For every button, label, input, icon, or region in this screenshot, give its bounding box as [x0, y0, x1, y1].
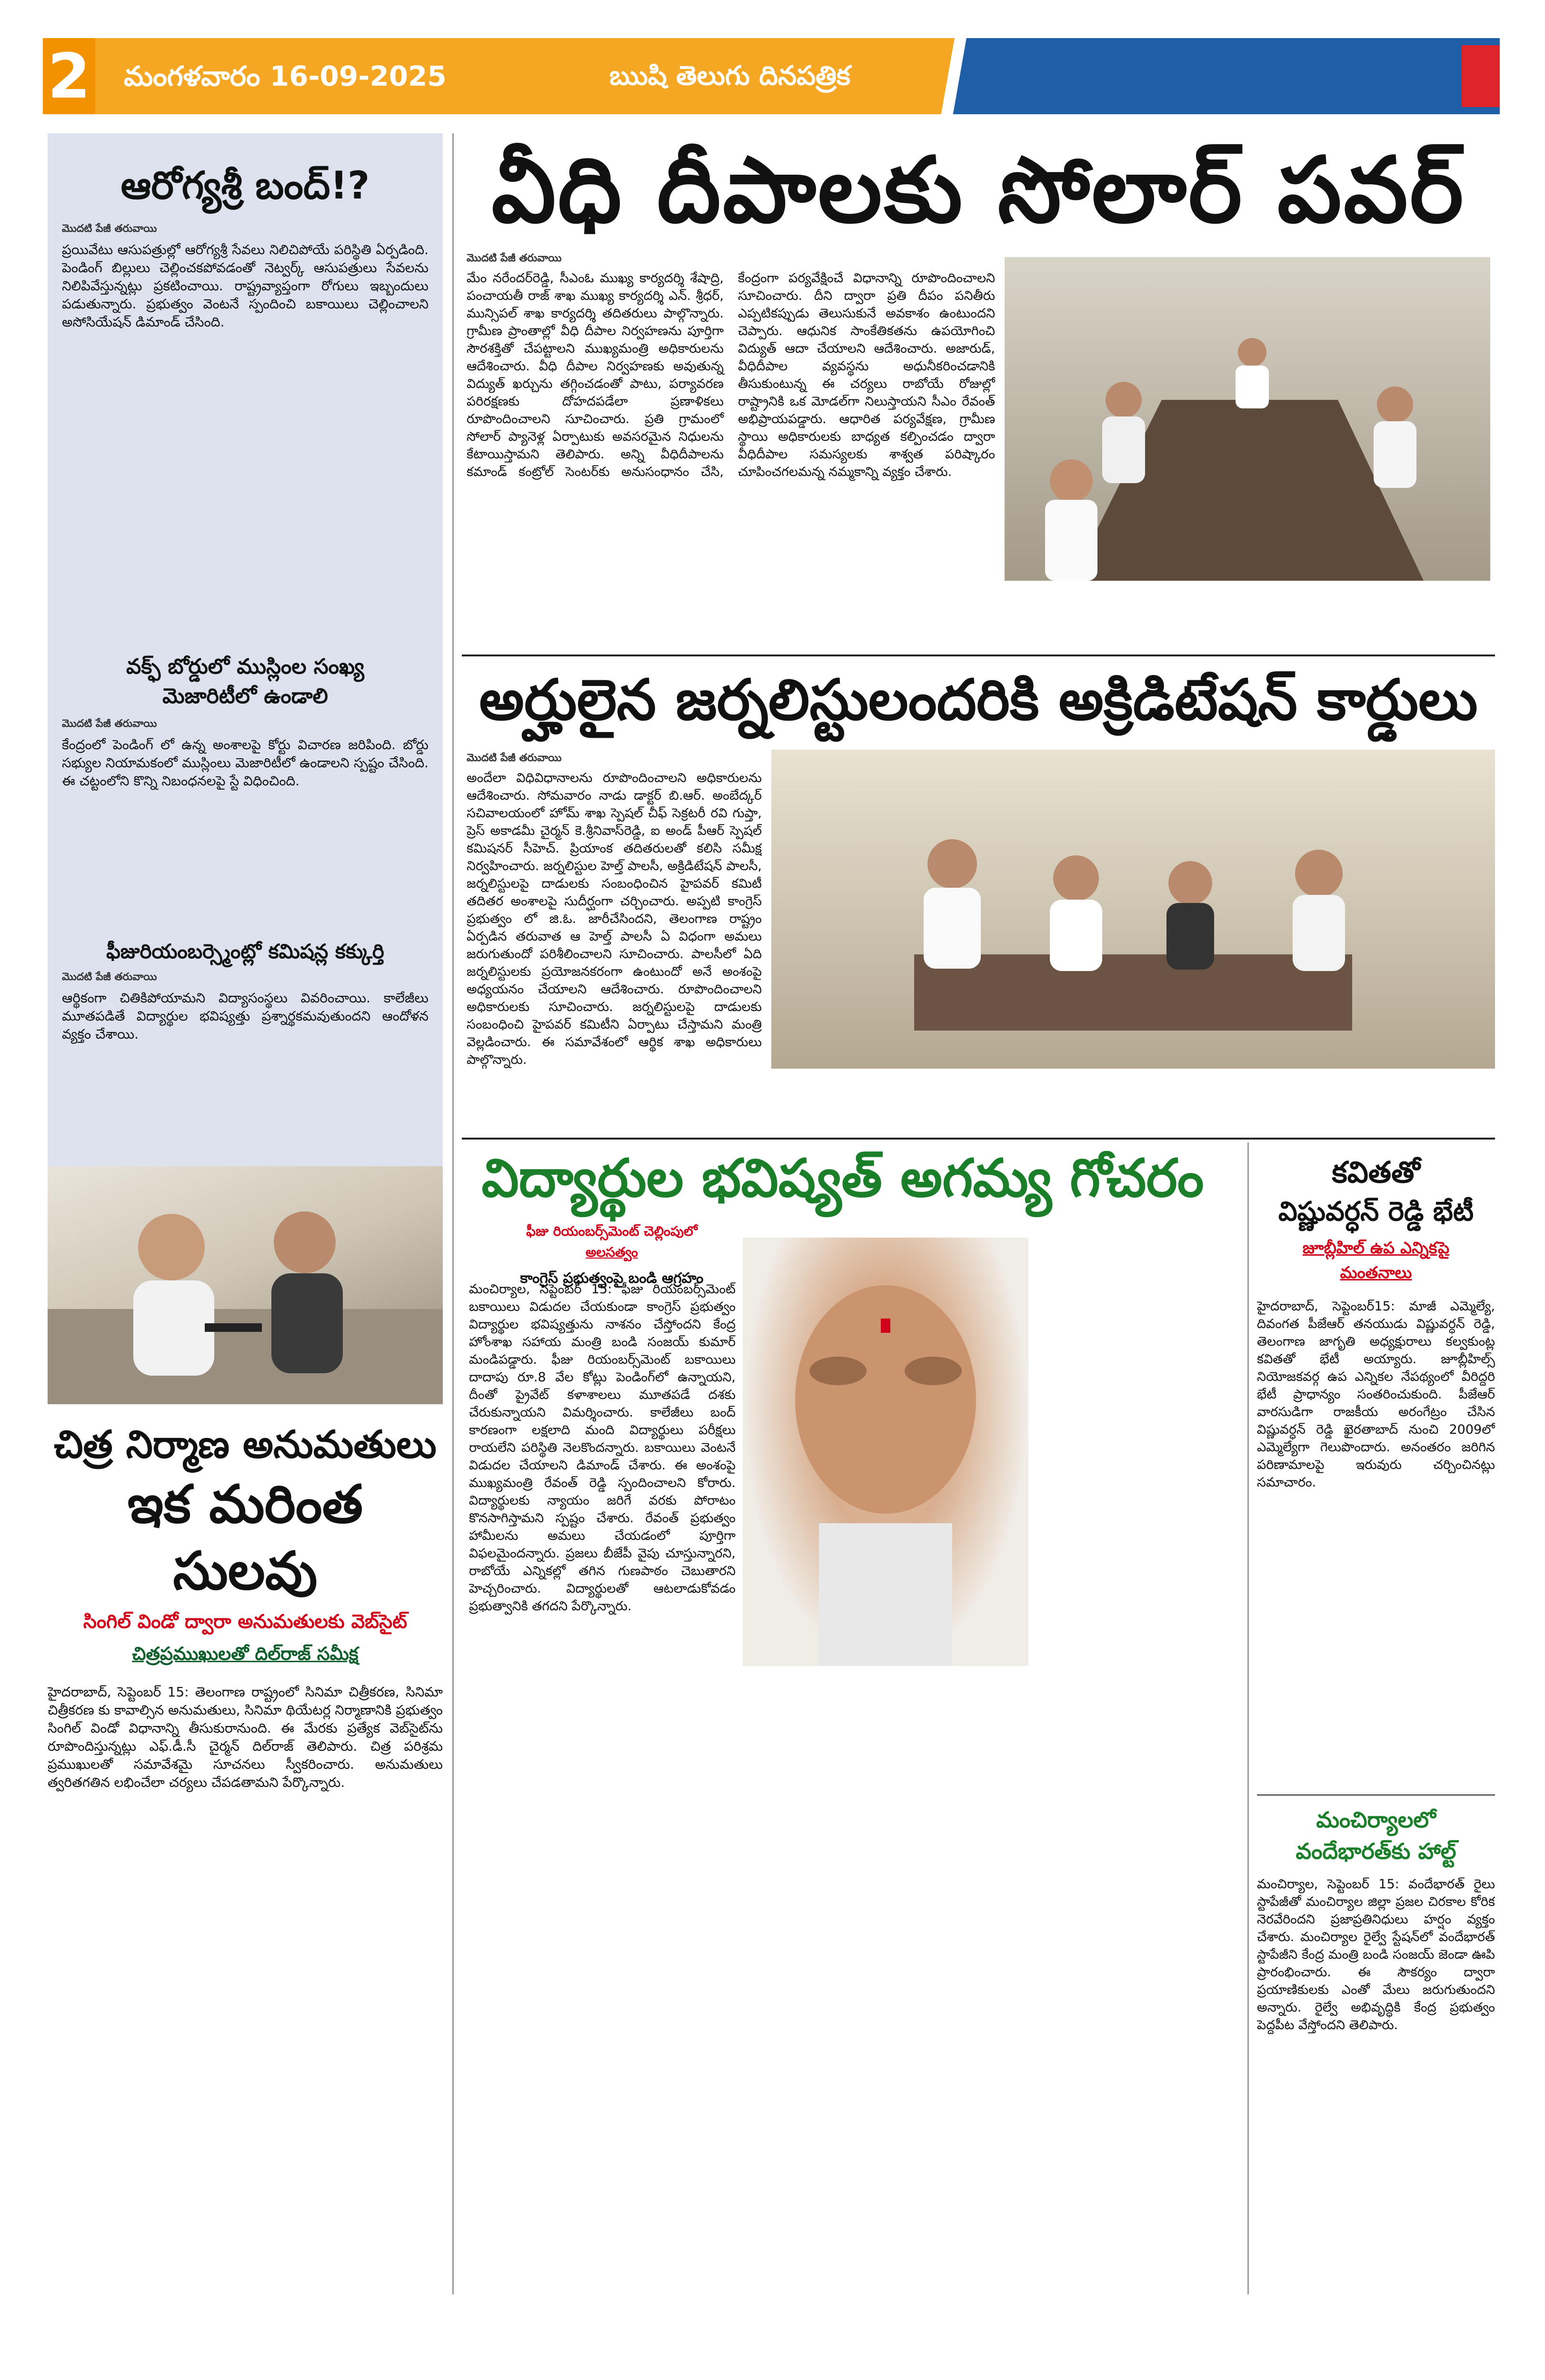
story-subhead: ఫీజు రియంబర్స్‌మెంట్ చెల్లింపులో [526, 1223, 698, 1239]
journalists-meeting-photo [771, 750, 1495, 1069]
story-subhead: అలసత్వం [586, 1244, 638, 1260]
story-byline: మెుదటి పేజీ తరువాయి [62, 718, 157, 730]
story-headline: చిత్ర నిర్మాణ అనుమతులు [54, 1422, 437, 1467]
story-body: అందేలా విధివిధానాలను రూపొందించాలని అధికారులను ఆదేశించారు. సోమవారం నాడు డాక్టర్ బి.ఆర్. అంబేద్కర్ సచివాలయంలో హోమ్ శాఖ స్పెషల్ చీఫ్ సెక్రటరీ రవి గుప్తా, ప్రెస్ అకాడమీ చైర్మన్ కె.శ్రీనివాస్‌రెడ్డి, ఐ అండ్ పీఆర్ స్పెషల్ కమిషనర్ సీహెచ్. ప్రియాంక తదితరులతో కలిసి సమీక్ష నిర్వహించారు. జర్నలిస్టుల హెల్త్ పాలసీ, అక్రిడిటేషన్ పాలసీ, జర్నలిస్టులపై దాడులకు సంబంధించిన హైపవర్ కమిటీ తదితర అంశాలపై సుదీర్ఘంగా చర్చించారు. అప్పటి కాంగ్రెస్ ప్రభుత్వం లో జి.ఓ. జారీచేసిందని, తెలంగాణ రాష్ట్రం ఏర్పడిన తరువాత ఆ హెల్త్ పాలసీ ఏ విధంగా అమలు జరుగుతుందో పరిశీలించాలని సూచించారు. పాలసీలో ఏది జర్నలిస్టులకు ప్రయోజనకరంగా ఉంటుందో అనే అంశంపై అధ్యయనం చేయాలని ఆదేశించారు. రూపొందించాలని అధికారులకు సూచించారు. జర్నలిస్టులపై దాడులకు సంబంధించి హైపవర్ కమిటీని ఏర్పాటు చేస్తామని మంత్రి వెల్లడించారు. ఈ సమావేశంలో ఆర్థిక శాఖ అధికారులు పాల్గొన్నారు. [467, 771, 762, 1067]
story-body: ఆర్థికంగా చితికిపోయామని విద్యాసంస్థలు వివరించాయి. కాలేజీలు మూతపడితే విద్యార్థుల భవిష్యత్తు ప్రశ్నార్థకమవుతుందని ఆందోళన వ్యక్తం చేశాయి. [62, 990, 429, 1042]
story-body: హైదరాబాద్, సెప్టెంబర్ 15: తెలంగాణ రాష్ట్రంలో సినిమా చిత్రీకరణ, సినిమా చిత్రీకరణ కు కావాల్సిన అనుమతులు, సినిమా థియేటర్ల నిర్మాణానికి ప్రభుత్వం సింగిల్ విండో విధానాన్ని తీసుకురానుంది. ఈ మేరకు ప్రత్యేక వెబ్‌సైట్‌ను రూపొందిస్తున్నట్లు ఎఫ్.డీ.సీ చైర్మన్ దిల్‌రాజ్ తెలిపారు. చిత్ర పరిశ్రమ ప్రముఖులతో సమావేశమై సూచనలు స్వీకరించారు. అనుమతులు త్వరితగతిన లభించేలా చర్యలు చేపడతామని పేర్కొన్నారు. [48, 1684, 443, 1790]
story-byline: మెుదటి పేజీ తరువాయి [467, 252, 562, 264]
story-subhead: సింగిల్ విండో ద్వారా అనుమతులకు వెబ్‌సైట్ [83, 1611, 408, 1633]
story-headline: మెజారిటీలో ఉండాలి [162, 684, 328, 708]
story-subhead: మంతనాలు [1340, 1263, 1412, 1282]
story-headline: ఆరోగ్యశ్రీ బంద్!? [120, 163, 370, 208]
header-flag [1462, 45, 1500, 107]
story-headline: వీధి దీపాలకు సోలార్ పవర్ [491, 138, 1465, 243]
story-body: మంచిర్యాల, సెప్టెంబర్ 15: ఫీజు రియంబర్స్‌మెంట్ బకాయిలు విడుదల చేయకుండా కాంగ్రెస్ ప్రభుత్వం విద్యార్థుల భవిష్యత్తును నాశనం చేస్తోందని కేంద్ర హోంశాఖ సహాయ మంత్రి బండి సంజయ్ కుమార్ మండిపడ్డారు. ఫీజు రియంబర్స్‌మెంట్ బకాయిలు దాదాపు రూ.8 వేల కోట్లు పెండింగ్‌లో ఉన్నాయని, దీంతో ప్రైవేట్ కళాశాలలు మూతపడే దశకు చేరుకున్నాయని విమర్శించారు. కాలేజీలు బంద్ కారణంగా లక్షలాది మంది విద్యార్థులు పరీక్షలు రాయలేని పరిస్థితి నెలకొందన్నారు. బకాయిలు వెంటనే విడుదల చేయాలని డిమాండ్ చేశారు. ఈ అంశంపై ముఖ్యమంత్రి రేవంత్ రెడ్డి స్పందించాలని కోరారు. విద్యార్థులకు న్యాయం జరిగే వరకు పోరాటం కొనసాగిస్తామని స్పష్టం చేశారు. రేవంత్ ప్రభుత్వం హామీలను అమలు చేయడంలో పూర్తిగా విఫలమైందన్నారు. ప్రజలు బీజేపీ వైపు చూస్తున్నారని, రాబోయే ఎన్నికల్లో తగిన గుణపాఠం చెబుతారని హెచ్చరించారు. విద్యార్థులతో ఆటలాడుకోవడం ప్రభుత్వానికి తగదని పేర్కొన్నారు. [469, 1282, 736, 1614]
story-subhead: కాంగ్రెస్ ప్రభుత్వంపై బండి ఆగ్రహం [520, 1270, 704, 1287]
page-number: 2 [43, 38, 95, 114]
section-rule [462, 654, 1495, 656]
story-fee-commission [62, 938, 429, 1156]
story-subhead: చిత్రప్రముఖులతో దిల్‌రాజ్ సమీక్ష [132, 1643, 359, 1664]
story-aarogyasri [62, 162, 429, 641]
story-byline: మెుదటి పేజీ తరువాయి [62, 223, 157, 235]
story-body: ప్రయివేటు ఆసుపత్రుల్లో ఆరోగ్యశ్రీ సేవలు నిలిచిపోయే పరిస్థితి ఏర్పడింది. పెండింగ్ బిల్లులు చెల్లించకపోవడంతో నెట్వర్క్ ఆసుపత్రులు సేవలను నిలిపివేస్తున్నట్లు ప్రకటించాయి. రాష్ట్రవ్యాప్తంగా రోగులు ఇబ్బందులు పడుతున్నారు. ప్రభుత్వం వెంటనే స్పందించి బకాయిలు చెల్లించాలని అసోసియేషన్ డిమాండ్ చేసింది. [62, 242, 429, 330]
story-vande-bharat [1257, 1804, 1495, 2285]
paper-name: ఋషి తెలుగు దినపత్రిక [595, 38, 919, 114]
story-solar [462, 138, 1495, 243]
meeting-photo-illustration [771, 750, 1495, 1069]
solar-body-box [467, 252, 995, 660]
story-body: మంచిర్యాల, సెప్టెంబర్ 15: వందేభారత్ రైలు స్టాపేజీతో మంచిర్యాల జిల్లా ప్రజల చిరకాల కోరిక నెరవేరిందని ప్రజాప్రతినిధులు హర్షం వ్యక్తం చేశారు. మంచిర్యాల రైల్వే స్టేషన్‌లో వందేభారత్ స్టాపేజీని కేంద్ర మంత్రి బండి సంజయ్ జెండా ఊపి ప్రారంభించారు. ఈ సౌకర్యం ద్వారా ప్రయాణికులకు ఎంతో మేలు జరుగుతుందని అన్నారు. రైల్వే అభివృద్ధికి కేంద్ర ప్రభుత్వం పెద్దపీట వేస్తోందని తెలిపారు. [1257, 1877, 1495, 2033]
students-body-box [469, 1280, 736, 2280]
solar-meeting-photo [1005, 257, 1490, 581]
column-divider [1247, 1142, 1249, 2294]
story-body: మేం నరేందర్‌రెడ్డి, సీఎంఓ ముఖ్య కార్యదర్శి శేషాద్రి, పంచాయతీ రాజ్ శాఖ ముఖ్య కార్యదర్శి ఎన్. శ్రీధర్, మున్సిపల్ శాఖ కార్యదర్శి తదితరులు పాల్గొన్నారు. గ్రామీణ ప్రాంతాల్లో వీధి దీపాల నిర్వహణను పూర్తిగా సౌరశక్తితో చేపట్టాలని ముఖ్యమంత్రి అధికారులను ఆదేశించారు. వీధి దీపాల నిర్వహణకు అవుతున్న విద్యుత్ ఖర్చును తగ్గించడంతో పాటు, పర్యావరణ పరిరక్షణకు దోహదపడేలా ప్రణాళికలు రూపొందించాలని సూచించారు. ప్రతి గ్రామంలో సోలార్ ప్యానెళ్ల ఏర్పాటుకు అవసరమైన నిధులను కేటాయిస్తామని తెలిపారు. అన్ని వీధిదీపాలను కమాండ్ కంట్రోల్ సెంటర్‌కు అనుసంధానం చేసి, కేంద్రంగా పర్యవేక్షించే విధానాన్ని రూపొందించాలని సూచించారు. దీని ద్వారా ప్రతి దీపం పనితీరు ఎప్పటికప్పుడు తెలుసుకునే అవకాశం ఉంటుందని చెప్పారు. ఆధునిక సాంకేతికతను ఉపయోగించి విద్యుత్ ఆదా చేయాలని ఆదేశించారు. అజారుడ్, వీధిదీపాల వ్యవస్థను అధునీకరించడానికి తీసుకుంటున్న ఈ చర్యలు రాబోయే రోజుల్లో రాష్ట్రానికి ఒక మోడల్‌గా నిలుస్తాయని సీఎం రేవంత్ అభిప్రాయపడ్డారు. ఆధారిత పర్యవేక్షణ, గ్రామీణ స్థాయి అధికారులకు బాధ్యత కల్పించడం ద్వారా వీధిదీపాల సమస్యలకు శాశ్వత పరిష్కారం చూపించగలమన్న నమ్మకాన్ని వ్యక్తం చేశారు. [467, 271, 995, 479]
story-headline: వందేభారత్‌కు హాల్ట్ [1296, 1838, 1456, 1864]
portrait-illustration [743, 1238, 1028, 1666]
story-journalists [462, 662, 1495, 738]
story-kavitha [1257, 1152, 1495, 1783]
story-body: హైదరాబాద్, సెప్టెంబర్15: మాజీ ఎమ్మెల్యే, దివంగత పీజేఆర్ తనయుడు విష్ణువర్ధన్ రెడ్డి, తెలంగాణ జాగృతి అధ్యక్షురాలు కల్వకుంట్ల కవితతో భేటీ అయ్యారు. జూబ్లీహిల్స్ నియోజకవర్గ ఉప ఎన్నికల నేపథ్యంలో వీరిద్దరి భేటీ ప్రాధాన్యం సంతరించుకుంది. పీజేఆర్ వారసుడిగా రాజకీయ అరంగేట్రం చేసిన విష్ణువర్ధన్ రెడ్డి ఖైరతాబాద్ నుంచి 2009లో ఎమ్మెల్యేగా గెలుపొందారు. అనంతరం జరిగిన పరిణామాలపై ఇరువురు చర్చించినట్లు సమాచారం. [1257, 1299, 1495, 1490]
story-students [462, 1142, 1224, 1214]
header-stripe [919, 38, 1500, 114]
bandi-sanjay-photo [743, 1238, 1028, 1666]
story-headline: ఫీజురియంబర్స్మెంట్లో కమిషన్ల కక్కుర్తి [106, 940, 384, 963]
story-film-permissions [48, 1418, 443, 2380]
page-header [43, 38, 1500, 114]
section-rule [462, 1138, 1495, 1140]
story-headline: మంచిర్యాలలో [1316, 1807, 1436, 1833]
story-byline: మెుదటి పేజీ తరువాయి [467, 752, 562, 764]
story-headline: విష్ణువర్ధన్ రెడ్డి భేటీ [1278, 1196, 1474, 1227]
story-headline: వక్ఫ్ బోర్డులో ముస్లింల సంఖ్య [126, 654, 364, 679]
story-subhead: జూబ్లీహిల్ ఉప ఎన్నికపై [1302, 1239, 1450, 1258]
meeting-photo-illustration [48, 1166, 443, 1404]
story-headline: కవితతో [1332, 1155, 1420, 1190]
story-headline: ఇక మరింత సులవు [127, 1474, 363, 1601]
story-body: కేంద్రంలో పెండింగ్ లో ఉన్న అంశాలపై కోర్టు విచారణ జరిపింది. బోర్డు సభ్యుల నియామకంలో ముస్లింలు మెజారిటీలో ఉండాలని స్పష్టం చేసింది. ఈ చట్టంలోని కొన్ని నిబంధనలపై స్టే విధించింది. [62, 737, 429, 789]
story-headline: అర్హులైన జర్నలిస్టులందరికి అక్రిడిటేషన్ కార్డులు [479, 667, 1478, 733]
story-headline: విద్యార్థుల భవిష్యత్ అగమ్య గోచరం [481, 1148, 1204, 1209]
meeting-photo-illustration [1005, 257, 1490, 581]
students-subheads [469, 1223, 755, 1290]
story-waqf [62, 652, 429, 926]
story-byline: మెుదటి పేజీ తరువాయి [62, 971, 157, 983]
column-divider [452, 133, 454, 2294]
issue-date: మంగళవారం 16-09-2025 [95, 38, 595, 114]
film-meeting-photo [48, 1166, 443, 1404]
